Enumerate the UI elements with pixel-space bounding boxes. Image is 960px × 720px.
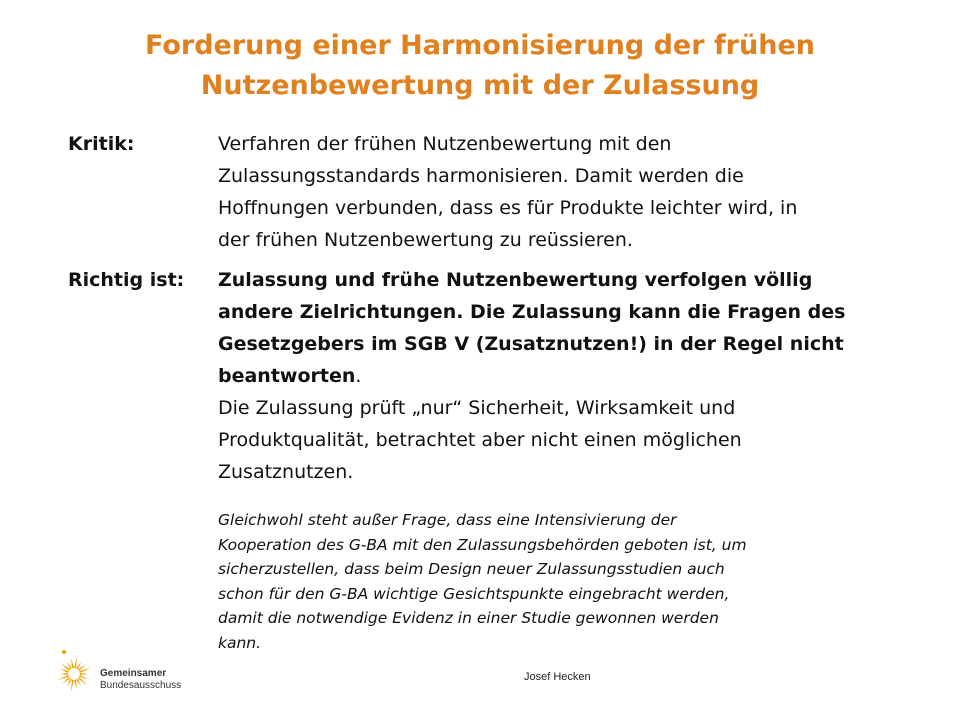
note-line: Gleichwohl steht außer Frage, dass eine Intensivierung der (218, 511, 677, 529)
note-paragraph (218, 508, 898, 655)
logo-ray (71, 658, 74, 668)
richtig-bold-word: beantworten (218, 365, 356, 387)
logo-ray (71, 680, 74, 692)
author-name: Josef Hecken (524, 671, 591, 683)
note-line: Kooperation des G-BA mit den Zulassungsbehörden geboten ist, um (218, 535, 747, 554)
richtig-line: Die Zulassung prüft „nur“ Sicherheit, Wirksamkeit und (218, 397, 736, 419)
note-line: damit die notwendige Evidenz in einer Studie gewonnen werden (218, 609, 719, 627)
richtig-period: . (355, 365, 362, 387)
kritik-line: Verfahren der frühen Nutzenbewertung mit den (218, 133, 672, 155)
slide-title-line-2: Nutzenbewertung mit der Zulassung (200, 70, 760, 101)
logo-ray (74, 656, 77, 668)
slide-title-line-1: Forderung einer Harmonisierung der frühen (145, 30, 815, 61)
richtig-text (218, 264, 908, 488)
note-line: schon für den G-BA wichtige Gesichtspunkte eingebracht werden, (218, 584, 730, 603)
gba-logo (54, 646, 204, 698)
note-line: sicherzustellen, dass beim Design neuer Zulassungsstudien auch (218, 560, 725, 578)
kritik-label: Kritik: (68, 133, 135, 155)
logo-ray (60, 673, 68, 675)
richtig-bold-line: andere Zielrichtungen. Die Zulassung kann die Fragen des (218, 301, 846, 323)
richtig-label: Richtig ist: (68, 269, 185, 291)
richtig-line: Produktqualität, betrachtet aber nicht einen möglichen (218, 429, 742, 451)
logo-text (100, 668, 181, 692)
logo-ray (74, 680, 77, 690)
kritik-text (218, 128, 908, 256)
logo-line-2: Bundesausschuss (100, 680, 182, 691)
kritik-line: Hoffnungen verbunden, dass es für Produkte leichter wird, in (218, 197, 798, 219)
kritik-line: der frühen Nutzenbewertung zu reüssieren. (218, 229, 633, 251)
richtig-line: Zusatznutzen. (218, 461, 354, 483)
richtig-bold-line-end (218, 360, 908, 392)
richtig-bold-line: Zulassung und frühe Nutzenbewertung verfolgen völlig (218, 269, 813, 291)
slide-title (40, 26, 920, 106)
kritik-line: Zulassungsstandards harmonisieren. Damit werden die (218, 165, 744, 187)
logo-ray (80, 673, 88, 675)
logo-dot (62, 650, 66, 654)
richtig-bold-line: Gesetzgebers im SGB V (Zusatznutzen!) in der Regel nicht (218, 333, 844, 355)
logo-line-1: Gemeinsamer (100, 668, 167, 679)
sunburst-logo-icon (54, 646, 100, 698)
note-line: kann. (218, 633, 262, 652)
